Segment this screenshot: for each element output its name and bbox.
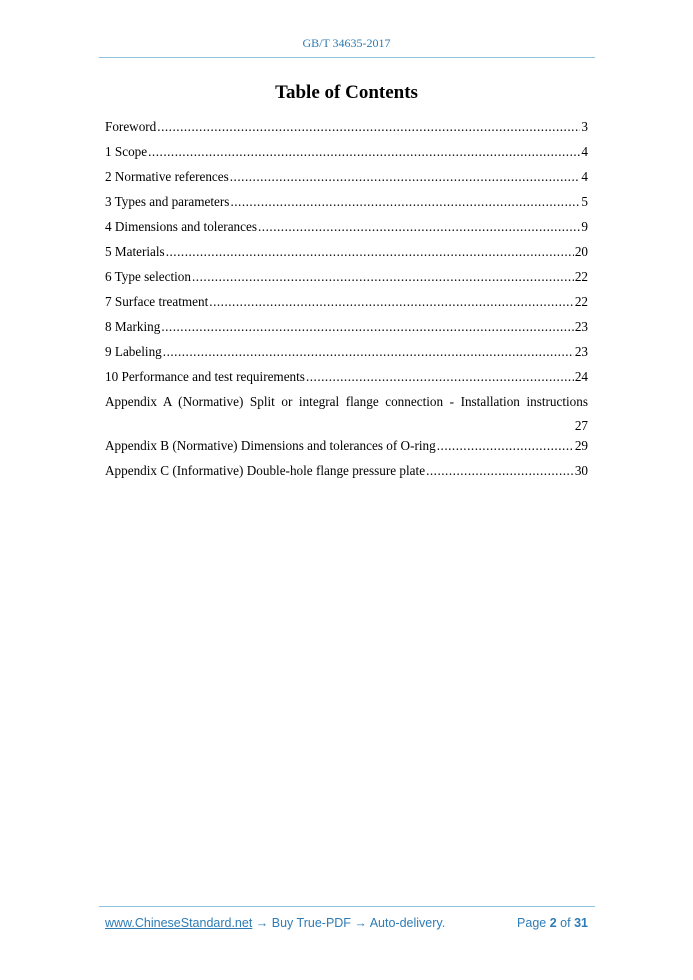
toc-entry-label: Appendix B (Normative) Dimensions and tolerances of O-ring xyxy=(105,438,436,453)
toc-entry-foreword[interactable] xyxy=(105,117,588,142)
footer-promo xyxy=(105,916,445,930)
toc-entry-page: 30 xyxy=(574,463,588,478)
toc-entry-materials[interactable] xyxy=(105,242,588,267)
dot-leader xyxy=(166,242,574,261)
toc-entry-page: 22 xyxy=(574,269,588,284)
toc-entry-label: 7 Surface treatment xyxy=(105,294,209,309)
toc-entry-label: 3 Types and parameters xyxy=(105,194,230,209)
toc-entry-performance-and-test[interactable] xyxy=(105,367,588,392)
dot-leader xyxy=(105,411,574,430)
toc-entry-label: 6 Type selection xyxy=(105,269,191,284)
footer-promo-text: → Buy True-PDF → Auto-delivery. xyxy=(252,916,446,930)
toc-entry-label: Foreword xyxy=(105,119,157,134)
toc-entry-types-and-parameters[interactable] xyxy=(105,192,588,217)
toc-entry-label: 2 Normative references xyxy=(105,169,229,184)
toc-entry-page: 4 xyxy=(581,144,588,159)
dot-leader xyxy=(209,292,574,311)
dot-leader xyxy=(306,367,574,386)
total-page-count: 31 xyxy=(574,916,588,930)
dot-leader xyxy=(437,436,574,455)
page-indicator xyxy=(517,916,588,930)
toc-entry-page: 22 xyxy=(574,294,588,309)
dot-leader xyxy=(192,267,574,286)
toc-entry-scope[interactable] xyxy=(105,142,588,167)
toc-entry-label: Appendix C (Informative) Double-hole flange pressure plate xyxy=(105,463,426,478)
page-of: of xyxy=(560,916,571,930)
page-prefix: Page xyxy=(517,916,547,930)
toc-entry-label: 5 Materials xyxy=(105,244,165,259)
table-of-contents xyxy=(105,117,588,486)
toc-entry-label: 4 Dimensions and tolerances xyxy=(105,219,257,234)
toc-entry-label: 1 Scope xyxy=(105,144,148,159)
toc-entry-page: 23 xyxy=(574,344,588,359)
toc-entry-marking[interactable] xyxy=(105,317,588,342)
standard-code: GB/T 34635-2017 xyxy=(302,36,391,50)
toc-entry-page: 5 xyxy=(581,194,588,209)
toc-entry-dimensions-and-tolerances[interactable] xyxy=(105,217,588,242)
toc-entry-normative-references[interactable] xyxy=(105,167,588,192)
dot-leader xyxy=(157,117,580,136)
toc-entry-labeling[interactable] xyxy=(105,342,588,367)
toc-entry-label: 9 Labeling xyxy=(105,344,162,359)
toc-entry-label: 10 Performance and test requirements xyxy=(105,369,305,384)
dot-leader xyxy=(426,461,574,480)
toc-entry-appendix-c[interactable] xyxy=(105,461,588,486)
page-title: Table of Contents xyxy=(275,82,418,103)
footer-divider xyxy=(99,906,595,907)
toc-entry-appendix-a[interactable] xyxy=(105,392,588,436)
current-page-number: 2 xyxy=(549,916,557,930)
dot-leader xyxy=(258,217,580,236)
toc-entry-page: 20 xyxy=(574,244,588,259)
toc-entry-page: 24 xyxy=(574,369,588,384)
dot-leader xyxy=(161,317,574,336)
toc-entry-page: 9 xyxy=(581,219,588,234)
website-link[interactable]: www.ChineseStandard.net xyxy=(105,916,253,930)
dot-leader xyxy=(163,342,574,361)
toc-entry-appendix-b[interactable] xyxy=(105,436,588,461)
toc-entry-label: 8 Marking xyxy=(105,319,161,334)
toc-entry-page: 3 xyxy=(581,119,588,134)
toc-entry-page: 23 xyxy=(574,319,588,334)
dot-leader xyxy=(230,192,580,211)
dot-leader xyxy=(230,167,581,186)
toc-entry-surface-treatment[interactable] xyxy=(105,292,588,317)
toc-entry-page: 4 xyxy=(581,169,588,184)
toc-entry-page: 29 xyxy=(574,438,588,453)
toc-entry-type-selection[interactable] xyxy=(105,267,588,292)
toc-entry-page: 27 xyxy=(574,418,588,433)
header-divider xyxy=(99,57,595,58)
dot-leader xyxy=(148,142,580,161)
toc-entry-label: Appendix A (Normative) Split or integral flange connection - Installation instructions xyxy=(105,394,588,409)
running-header xyxy=(0,36,693,51)
